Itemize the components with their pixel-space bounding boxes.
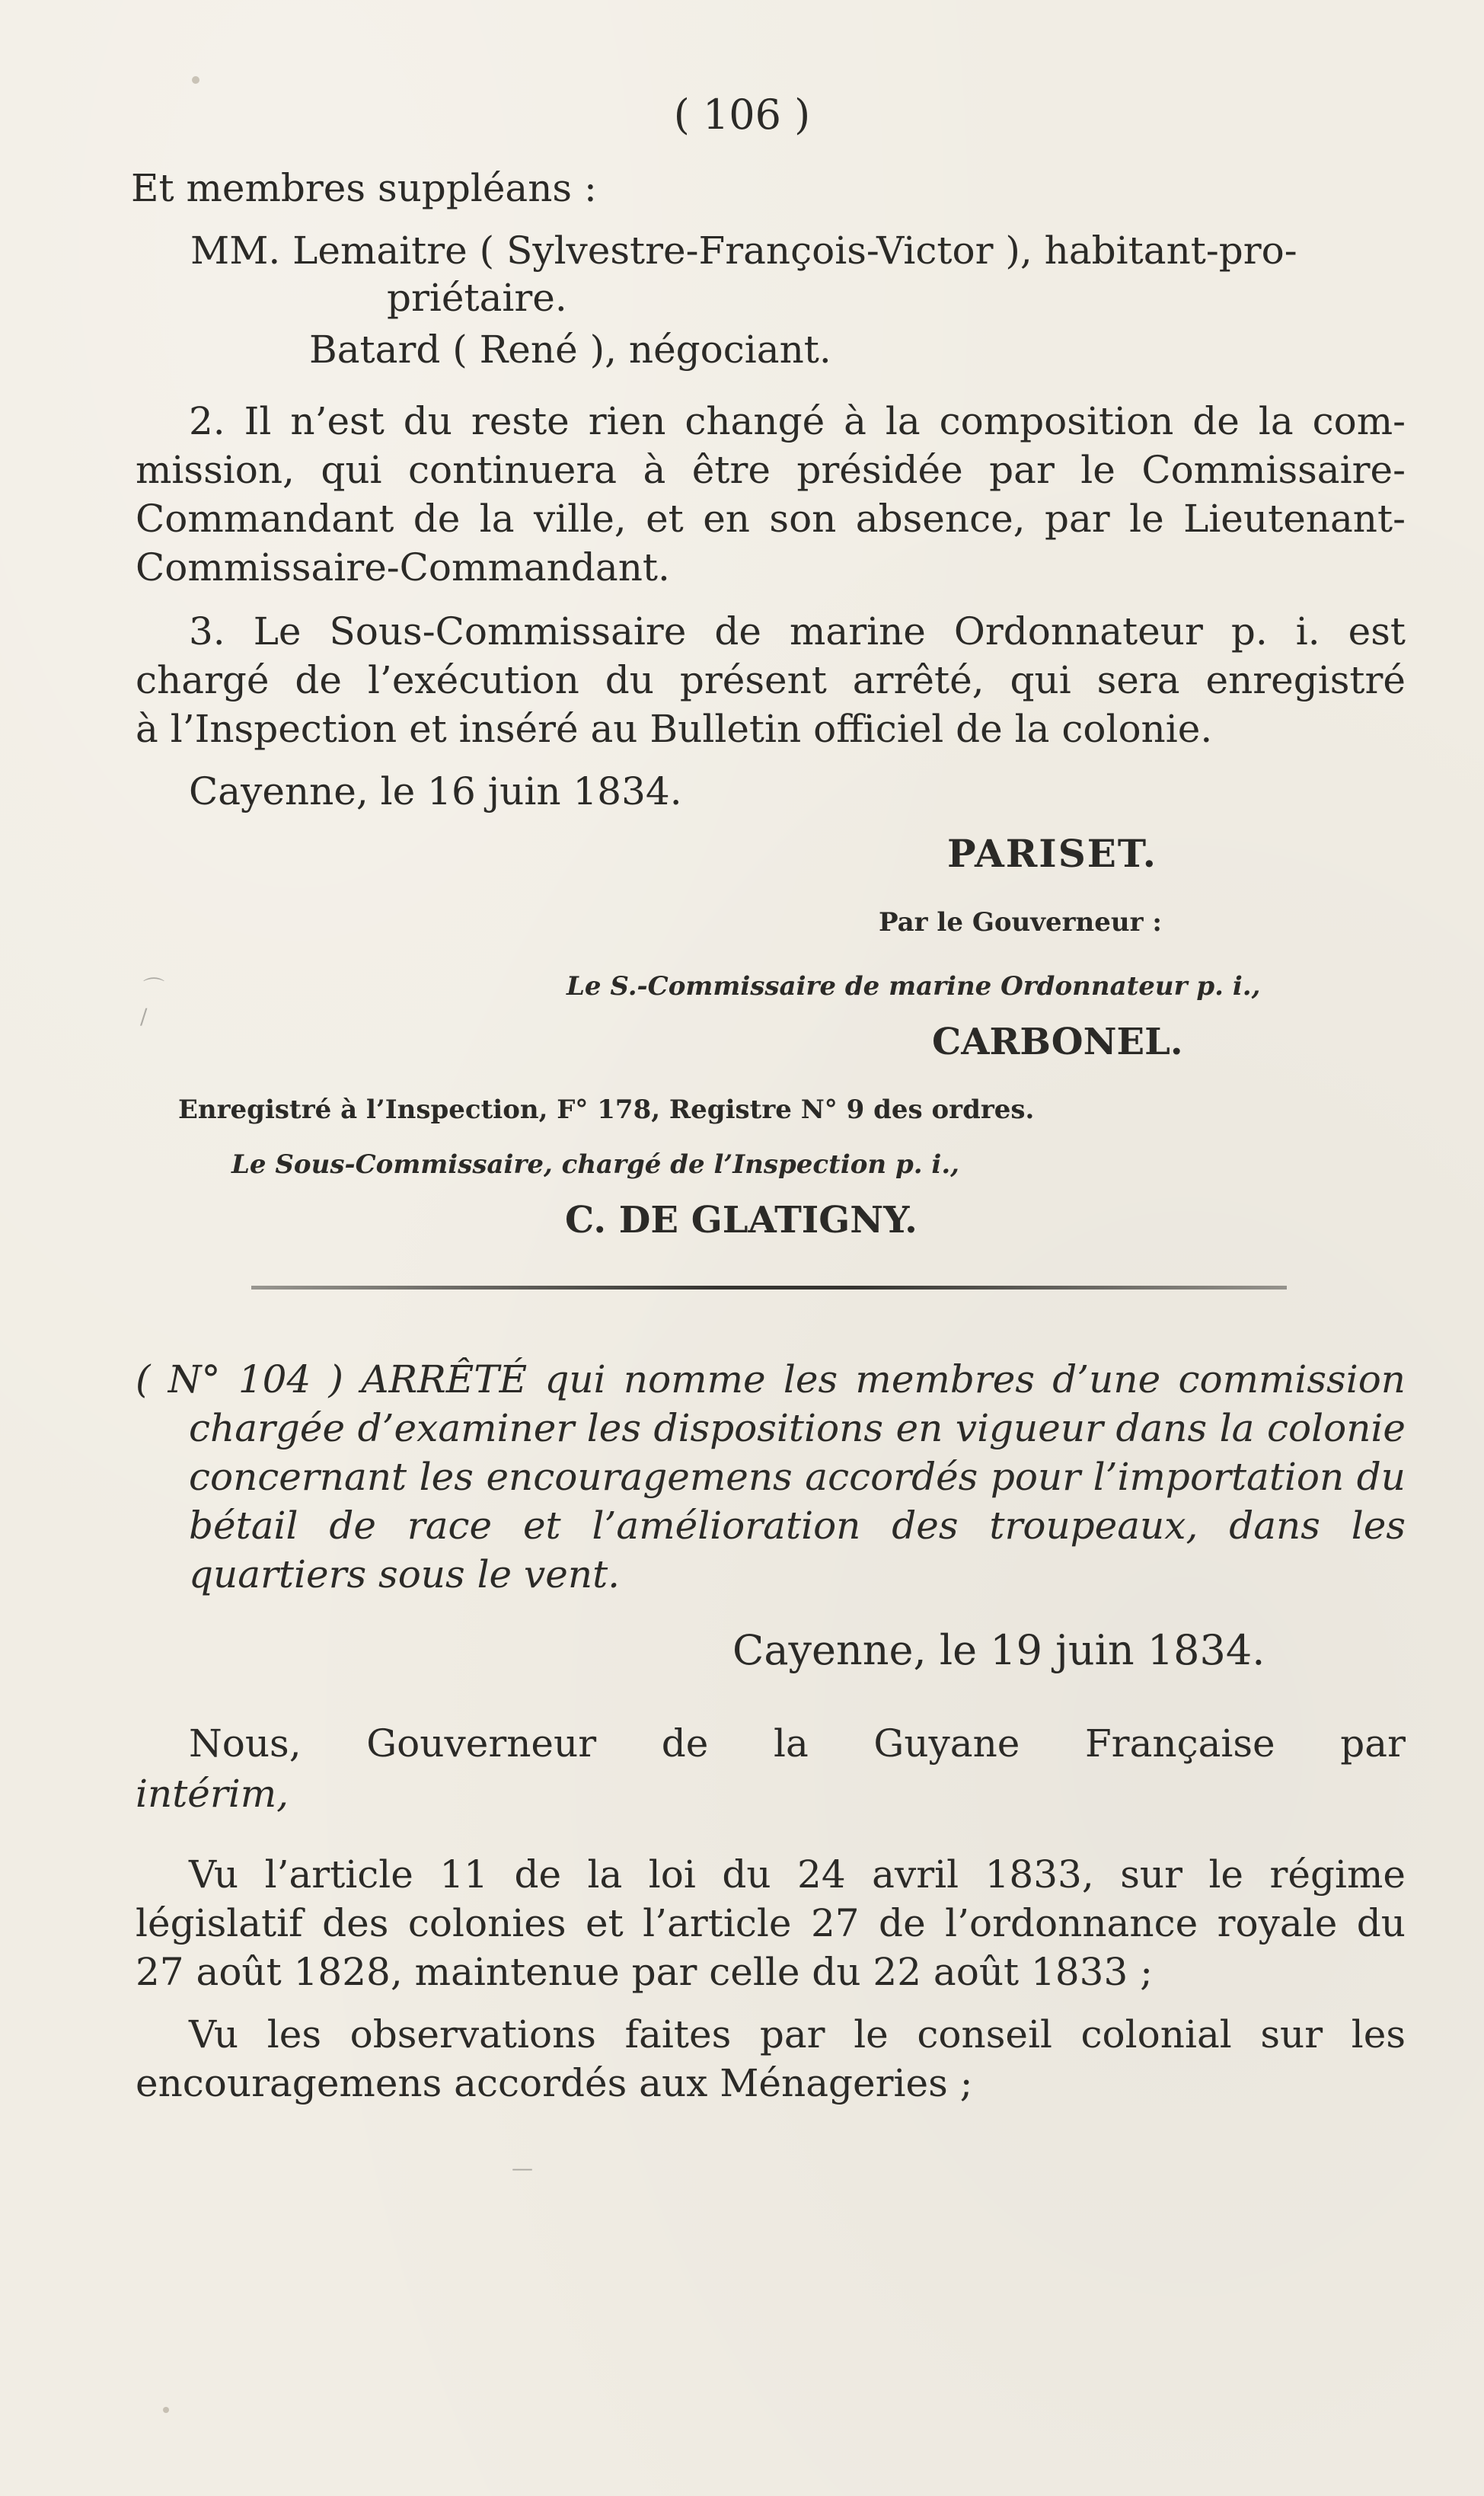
small-mark: —: [512, 2156, 533, 2181]
ink-spot: [192, 76, 199, 84]
arrete-heading-line-3: concernant les encouragemens accordés pour l’importation du: [189, 1455, 1406, 1499]
par-le-gouverneur: Par le Gouverneur :: [879, 907, 1162, 938]
inspection-title: Le Sous-Commissaire, chargé de l’Inspection p. i.,: [231, 1149, 960, 1180]
small-mark: ⌒: [143, 976, 165, 1001]
article-2-line-1: 2. Il n’est du reste rien changé à la composition de la com-: [189, 399, 1406, 443]
page-number: ( 106 ): [673, 91, 811, 139]
nous-line-1: Nous, Gouverneur de la Guyane Française par: [189, 1721, 1406, 1766]
vu-1-line-2: législatif des colonies et l’article 27 de l’ordonnance royale du: [136, 1901, 1406, 1945]
member-lemaitre-line-2: priétaire.: [387, 276, 567, 320]
vu-1-line-1: Vu l’article 11 de la loi du 24 avril 1833, sur le régime: [189, 1852, 1406, 1897]
article-3-line-3: à l’Inspection et inséré au Bulletin officiel de la colonie.: [136, 707, 1213, 751]
article-3-line-2: chargé de l’exécution du présent arrêté, qui sera enregistré: [136, 658, 1406, 702]
member-lemaitre-line-1: MM. Lemaitre ( Sylvestre-François-Victor ), habitant-pro-: [190, 229, 1297, 273]
vu-1-line-3: 27 août 1828, maintenue par celle du 22 août 1833 ;: [136, 1950, 1154, 1994]
article-2-line-4: Commissaire-Commandant.: [136, 545, 670, 590]
signature-carbonel: CARBONEL.: [932, 1021, 1183, 1063]
arrete-heading-line-4: bétail de race et l’amélioration des troupeaux, dans les: [189, 1504, 1406, 1548]
nous-line-2: intérim,: [136, 1772, 289, 1816]
member-batard-line: Batard ( René ), négociant.: [309, 328, 831, 372]
members-heading: Et membres suppléans :: [131, 166, 597, 210]
article-2-line-2: mission, qui continuera à être présidée par le Commissaire-: [136, 448, 1406, 492]
small-mark: ∕: [140, 1004, 148, 1029]
signature-glatigny: C. DE GLATIGNY.: [565, 1199, 918, 1242]
arrete-heading-line-1: ( N° 104 ) ARRÊTÉ qui nomme les membres d’une commission: [136, 1357, 1406, 1401]
arrete-heading-line-5: quartiers sous le vent.: [189, 1552, 621, 1596]
second-date-line: Cayenne, le 19 juin 1834.: [732, 1626, 1265, 1674]
first-date-line: Cayenne, le 16 juin 1834.: [189, 769, 682, 813]
ink-spot: [163, 2407, 169, 2413]
ordonnateur-title: Le S.-Commissaire de marine Ordonnateur p. i.,: [566, 971, 1261, 1002]
article-2-line-3: Commandant de la ville, et en son absence, par le Lieutenant-: [136, 497, 1406, 541]
signature-pariset: PARISET.: [947, 831, 1158, 876]
vu-2-line-2: encouragemens accordés aux Ménageries ;: [136, 2061, 973, 2105]
arrete-heading-line-2: chargée d’examiner les dispositions en vigueur dans la colonie: [189, 1406, 1406, 1450]
registration-line: Enregistré à l’Inspection, F° 178, Registre N° 9 des ordres.: [178, 1095, 1035, 1125]
article-3-line-1: 3. Le Sous-Commissaire de marine Ordonnateur p. i. est: [189, 609, 1406, 654]
vu-2-line-1: Vu les observations faites par le conseil colonial sur les: [189, 2012, 1406, 2057]
section-divider: [251, 1286, 1287, 1290]
